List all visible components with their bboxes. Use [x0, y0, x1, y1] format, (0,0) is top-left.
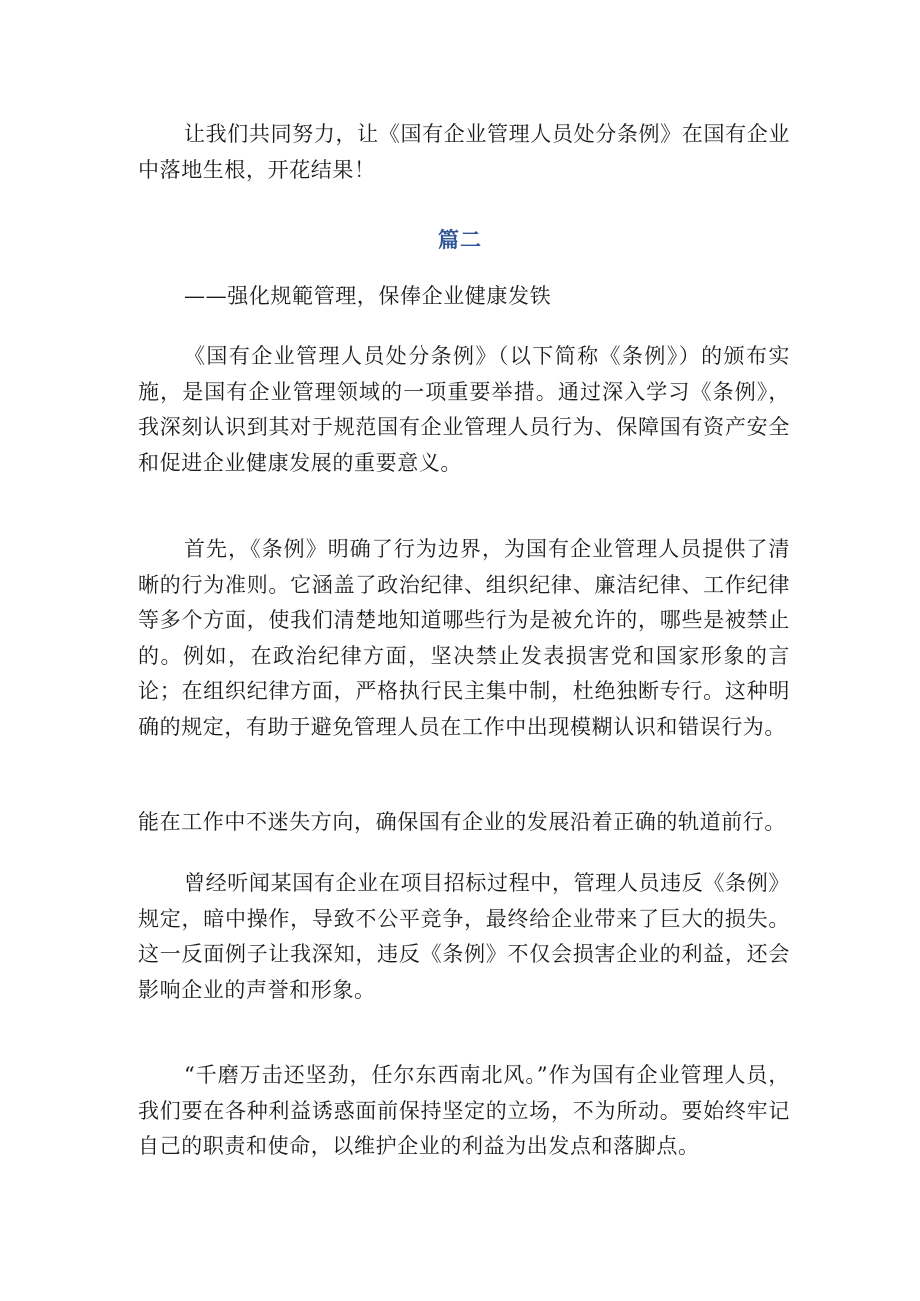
paragraph-steadfast: “千磨万击还坚劲，任尔东西南北风。”作为国有企业管理人员，我们要在各种利益诱惑面前保持坚定的立场，不为所动。要始终牢记自己的职责和使命，以维护企业的利益为出发点和落脚点。 — [138, 1063, 790, 1158]
paragraph-negative-example: 曾经听闻某国有企业在项目招标过程中，管理人员违反《条例》规定，暗中操作，导致不公平竞争，最终给企业带来了巨大的损失。这一反面例子让我深知，违反《条例》不仅会损害企业的利益，还会影响企业的声誉和形象。 — [138, 871, 790, 1002]
section-heading: 篇二 — [438, 227, 482, 252]
intro-paragraph: 让我们共同努力，让《国有企业管理人员处分条例》在国有企业中落地生根，开花结果！ — [138, 122, 790, 182]
paragraph-behavior-boundary: 首先，《条例》明确了行为边界，为国有企业管理人员提供了清晰的行为准则。它涵盖了政治纪律、组织纪律、廉洁纪律、工作纪律等多个方面，使我们清楚地知道哪些行为是被允许的，哪些是被禁止的。例如，在政治纪律方面，坚决禁止发表损害党和国家形象的言论；在组织纪律方面，严格执行民主集中制，杜绝独断专行。这种明确的规定，有助于避免管理人员在工作中出现模糊认识和错误行为。 — [138, 537, 790, 739]
paragraph-direction: 能在工作中不迷失方向，确保国有企业的发展沿着正确的轨道前行。 — [138, 810, 786, 834]
section-subtitle: ——强化规範管理，保俸企业健康发铁 — [184, 284, 552, 308]
paragraph-intro-regulation: 《国有企业管理人员处分条例》（以下简称《条例》）的颁布实施，是国有企业管理领域的一项重要举措。通过深入学习《条例》，我深刻认识到其对于规范国有企业管理人员行为、保障国有资产安全和促进企业健康发展的重要意义。 — [138, 344, 790, 475]
